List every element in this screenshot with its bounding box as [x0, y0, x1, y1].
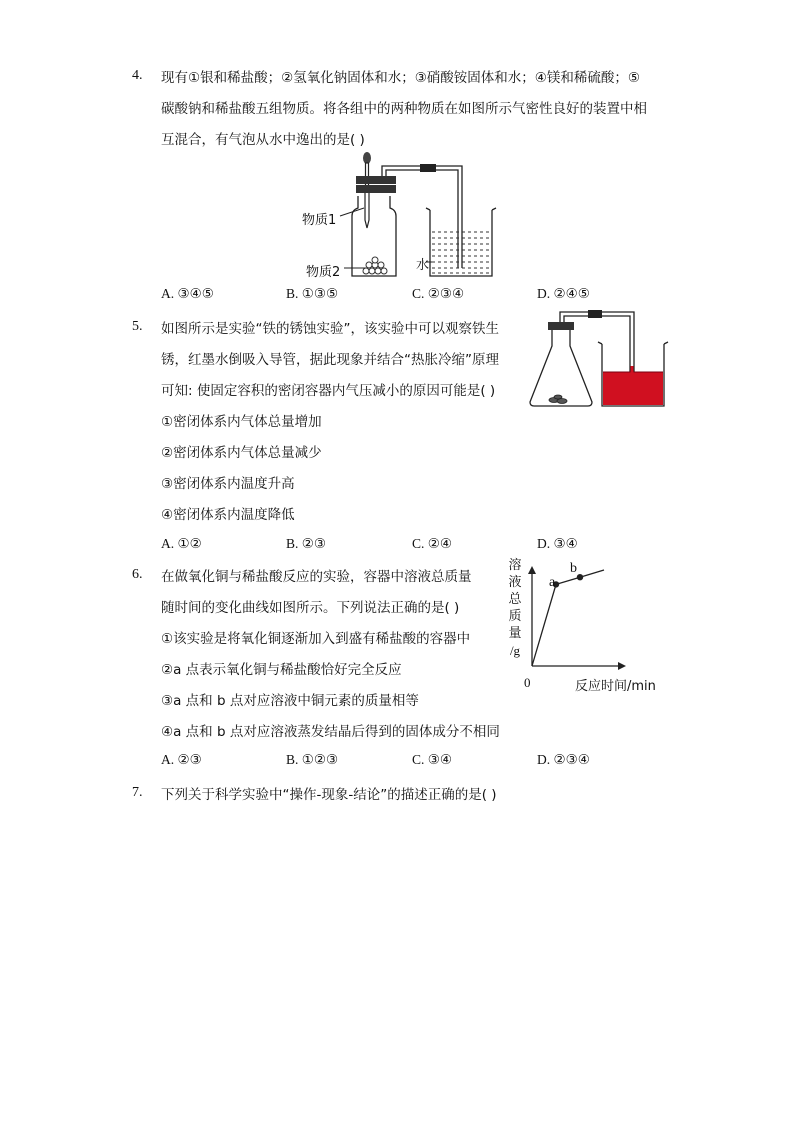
- label-substance-1: 物质1: [302, 213, 337, 228]
- question-text-line: 现有①银和稀盐酸；②氢氧化钠固体和水；③硝酸铵固体和水；④镁和稀硫酸；⑤: [161, 70, 641, 86]
- question-number: 7.: [132, 785, 143, 800]
- statement-4: ④密闭体系内温度降低: [161, 507, 295, 523]
- statement-2: ②a 点表示氧化铜与稀盐酸恰好完全反应: [161, 662, 402, 678]
- question-text-line: 碳酸钠和稀盐酸五组物质。将各组中的两种物质在如图所示气密性良好的装置中相: [161, 101, 647, 117]
- data-point-b: [577, 574, 583, 580]
- dropper-tip-icon: [365, 193, 369, 228]
- point-a-label: a: [549, 575, 556, 590]
- statement-1: ①密闭体系内气体总量增加: [161, 414, 322, 430]
- beaker-icon: [430, 210, 492, 276]
- dropper-bulb-icon: [363, 152, 371, 164]
- stopper-icon: [548, 322, 574, 330]
- question-number: 6.: [132, 567, 143, 582]
- water-icon: [432, 232, 490, 273]
- option-c[interactable]: C. ②④: [412, 536, 452, 551]
- x-axis-arrow-icon: [618, 662, 626, 670]
- option-b[interactable]: B. ②③: [286, 536, 326, 551]
- iron-nails-icon: [549, 395, 567, 404]
- chart-plot: [500, 552, 668, 694]
- option-b[interactable]: B. ①②③: [286, 752, 339, 767]
- question-text-line: 在做氧化铜与稀盐酸反应的实验，容器中溶液总质量: [161, 569, 472, 585]
- point-b-label: b: [570, 561, 577, 576]
- label-substance-2: 物质2: [306, 265, 341, 280]
- question-number: 5.: [132, 319, 143, 334]
- x-axis-label: 反应时间/min: [575, 679, 656, 694]
- series-line: [532, 570, 604, 666]
- option-d[interactable]: D. ②③④: [537, 752, 590, 767]
- statement-1: ①该实验是将氧化铜逐渐加入到盛有稀盐酸的容器中: [161, 631, 471, 647]
- label-water: 水: [416, 258, 430, 273]
- option-c[interactable]: C. ②③④: [412, 286, 465, 301]
- option-a[interactable]: A. ②③: [161, 752, 202, 767]
- option-c[interactable]: C. ③④: [412, 752, 452, 767]
- iron-rusting-figure: [526, 306, 670, 410]
- stopper-icon: [356, 176, 396, 184]
- option-a[interactable]: A. ③④⑤: [161, 286, 214, 301]
- statement-2: ②密闭体系内气体总量减少: [161, 445, 322, 461]
- question-text-line: 锈，红墨水倒吸入导管，据此现象并结合“热胀冷缩”原理: [161, 352, 499, 368]
- statement-3: ③a 点和 b 点对应溶液中铜元素的质量相等: [161, 693, 419, 709]
- rubber-joint-icon: [420, 164, 436, 172]
- statement-4: ④a 点和 b 点对应溶液蒸发结晶后得到的固体成分不相同: [161, 724, 500, 740]
- question-number: 4.: [132, 68, 143, 83]
- origin-label: 0: [524, 675, 531, 690]
- statement-3: ③密闭体系内温度升高: [161, 476, 295, 492]
- question-text-line: 如图所示是实验“铁的锈蚀实验”，该实验中可以观察铁生: [161, 321, 499, 337]
- solid-pellets-icon: [363, 257, 387, 274]
- question-text-line: 互混合，有气泡从水中逸出的是( ): [161, 132, 365, 148]
- erlenmeyer-flask-icon: [530, 330, 592, 406]
- question-text-line: 下列关于科学实验中“操作-现象-结论”的描述正确的是( ): [161, 787, 497, 803]
- option-a[interactable]: A. ①②: [161, 536, 202, 551]
- question-text-line: 随时间的变化曲线如图所示。下列说法正确的是( ): [161, 600, 460, 616]
- y-axis-arrow-icon: [528, 566, 536, 574]
- option-b[interactable]: B. ①③⑤: [286, 286, 339, 301]
- rubber-joint-icon: [588, 310, 602, 318]
- stopper-icon: [356, 185, 396, 193]
- y-axis-label: 溶 液 总 质 量 /g: [508, 558, 522, 658]
- question-text-line: 可知: 使固定容积的密闭容器内气压减小的原因可能是( ): [161, 383, 496, 399]
- option-d[interactable]: D. ③④: [537, 536, 578, 551]
- option-d[interactable]: D. ②④⑤: [537, 286, 590, 301]
